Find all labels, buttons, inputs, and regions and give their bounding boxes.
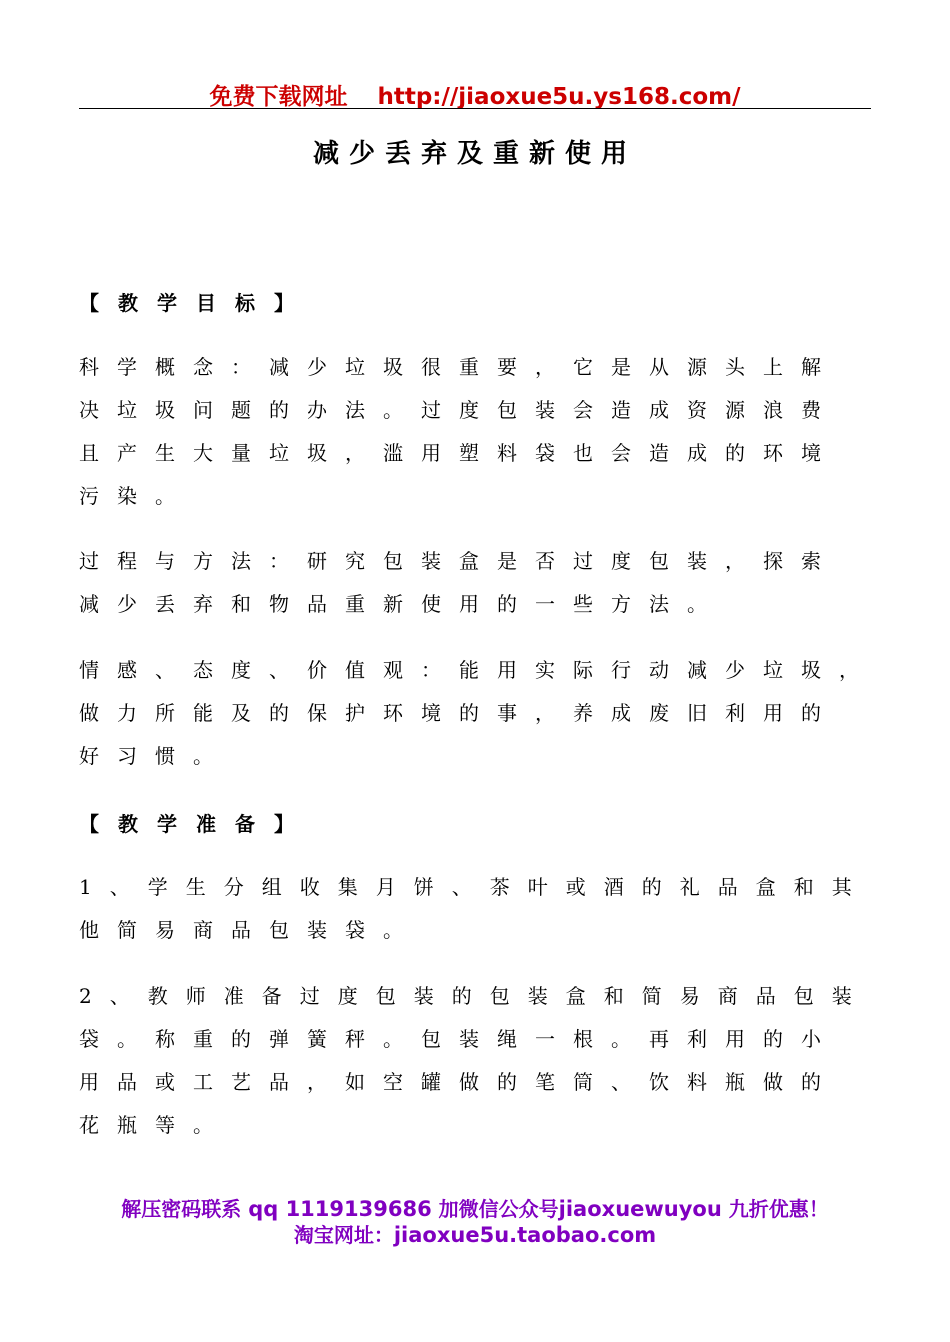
taobao-url-link[interactable]: jiaoxue5u.taobao.com: [393, 1223, 657, 1247]
text-line: 过程与方法：研究包装盒是否过度包装，探索: [79, 549, 839, 573]
process-method-paragraph: [79, 540, 879, 626]
science-concept-paragraph: [79, 346, 879, 518]
preparation-item-1: [79, 866, 879, 952]
text-line: 好习惯。: [79, 744, 231, 768]
footer-promo: [0, 1196, 950, 1248]
text-line: 花瓶等。: [79, 1113, 231, 1137]
text-line: 且产生大量垃圾，滥用塑料袋也会造成的环境: [79, 441, 839, 465]
password-label: 解压密码联系: [121, 1197, 249, 1221]
wechat-id: jiaoxuewuyou: [558, 1197, 722, 1221]
preparation-item-2: [79, 975, 879, 1147]
objectives-heading: 【教学目标】: [79, 291, 313, 315]
header-divider: [79, 108, 871, 109]
text-line: 袋。称重的弹簧秤。包装绳一根。再利用的小: [79, 1027, 839, 1051]
discount-label: 九折优惠！: [721, 1197, 829, 1221]
text-line: 决垃圾问题的办法。过度包装会造成资源浪费: [79, 398, 839, 422]
text-line: 用品或工艺品，如空罐做的笔筒、饮料瓶做的: [79, 1070, 839, 1094]
text-line: 减少丢弃和物品重新使用的一些方法。: [79, 592, 725, 616]
download-url-link[interactable]: http://jiaoxue5u.ys168.com/: [377, 84, 741, 110]
text-line: 情感、态度、价值观：能用实际行动减少垃圾，: [79, 658, 877, 682]
footer-line-2: [0, 1222, 950, 1248]
footer-line-1: [0, 1196, 950, 1222]
text-line: 2、教师准备过度包装的包装盒和简易商品包装: [79, 984, 870, 1008]
download-label: 免费下载网址: [209, 84, 348, 110]
wechat-label: 加微信公众号: [431, 1197, 559, 1221]
text-line: 科学概念：减少垃圾很重要，它是从源头上解: [79, 355, 839, 379]
text-line: 他简易商品包装袋。: [79, 918, 421, 942]
text-line: 1、学生分组收集月饼、茶叶或酒的礼品盒和其: [79, 875, 870, 899]
text-line: 污染。: [79, 484, 193, 508]
attitude-values-paragraph: [79, 649, 879, 778]
download-banner: [0, 78, 950, 111]
preparation-heading: 【教学准备】: [79, 812, 313, 836]
qq-number: qq 1119139686: [248, 1197, 432, 1221]
page-title: 减少丢弃及重新使用: [312, 139, 637, 169]
text-line: 做力所能及的保护环境的事，养成废旧利用的: [79, 701, 839, 725]
taobao-label: 淘宝网址：: [293, 1223, 394, 1247]
